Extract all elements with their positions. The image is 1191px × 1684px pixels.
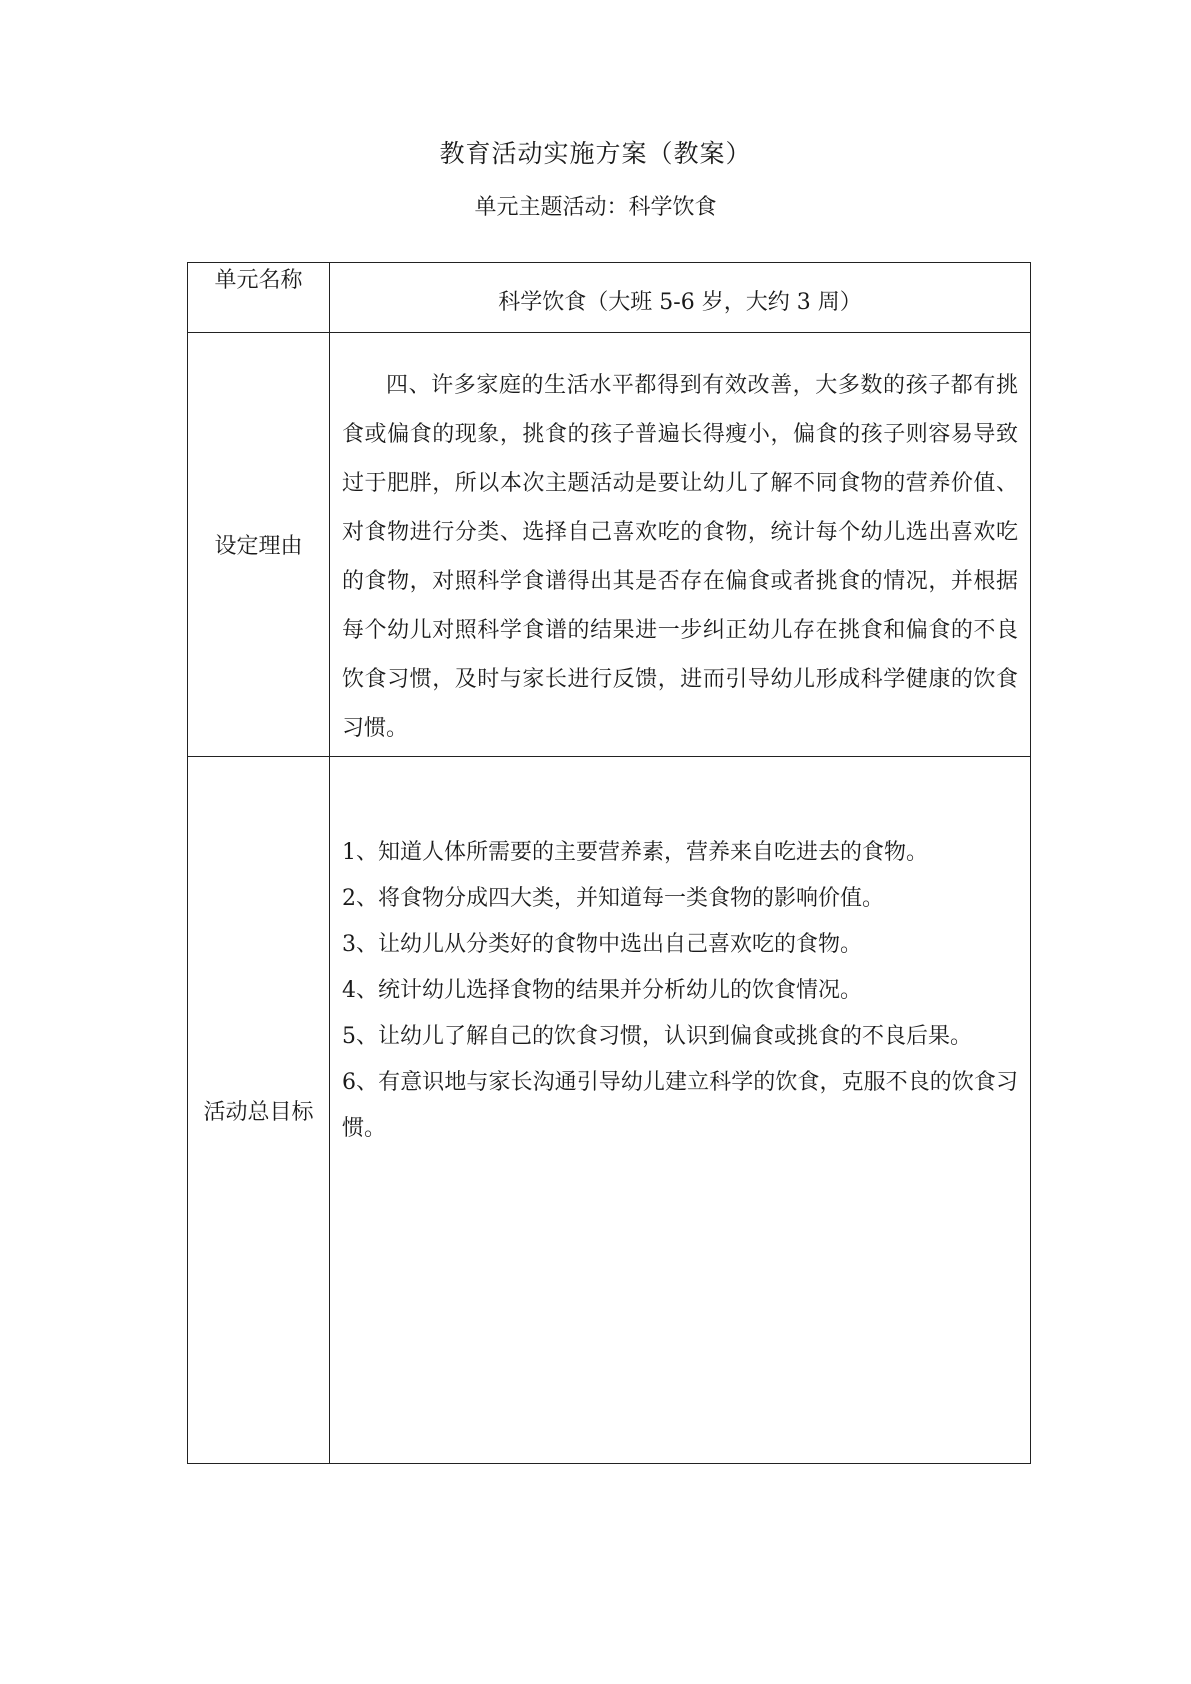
unit-name-value: 科学饮食（大班 5-6 岁，大约 3 周） xyxy=(330,263,1031,333)
rationale-label: 设定理由 xyxy=(188,333,330,757)
table-row-rationale xyxy=(188,333,1031,757)
table-row-goals xyxy=(188,757,1031,1464)
goal-item: 5、让幼儿了解自己的饮食习惯，认识到偏食或挑食的不良后果。 xyxy=(342,1024,972,1049)
goal-item: 4、统计幼儿选择食物的结果并分析幼儿的饮食情况。 xyxy=(342,978,862,1003)
goals-cell xyxy=(330,757,1031,1464)
rationale-cell xyxy=(330,333,1031,757)
page-title: 教育活动实施方案（教案） xyxy=(439,139,752,168)
unit-name-label: 单元名称 xyxy=(188,263,330,333)
goal-item: 3、让幼儿从分类好的食物中选出自己喜欢吃的食物。 xyxy=(342,932,862,957)
goal-item: 2、将食物分成四大类，并知道每一类食物的影响价值。 xyxy=(342,886,884,911)
page-subtitle: 单元主题活动：科学饮食 xyxy=(474,195,717,220)
goal-item: 1、知道人体所需要的主要营养素，营养来自吃进去的食物。 xyxy=(342,840,928,865)
goal-item: 6、有意识地与家长沟通引导幼儿建立科学的饮食，克服不良的饮食习惯。 xyxy=(342,1070,1018,1141)
goals-label: 活动总目标 xyxy=(188,757,330,1464)
rationale-text: 四、许多家庭的生活水平都得到有效改善，大多数的孩子都有挑食或偏食的现象，挑食的孩子普遍长得瘦小，偏食的孩子则容易导致过于肥胖，所以本次主题活动是要让幼儿了解不同食物的营养价值、对食物进行分类、选择自己喜欢吃的食物，统计每个幼儿选出喜欢吃的食物，对照科学食谱得出其是否存在偏食或者挑食的情况，并根据每个幼儿对照科学食谱的结果进一步纠正幼儿存在挑食和偏食的不良饮食习惯，及时与家长进行反馈，进而引导幼儿形成科学健康的饮食习惯。 xyxy=(342,373,1018,741)
lesson-plan-table xyxy=(187,262,1031,1464)
table-row-unit-name xyxy=(188,263,1031,333)
